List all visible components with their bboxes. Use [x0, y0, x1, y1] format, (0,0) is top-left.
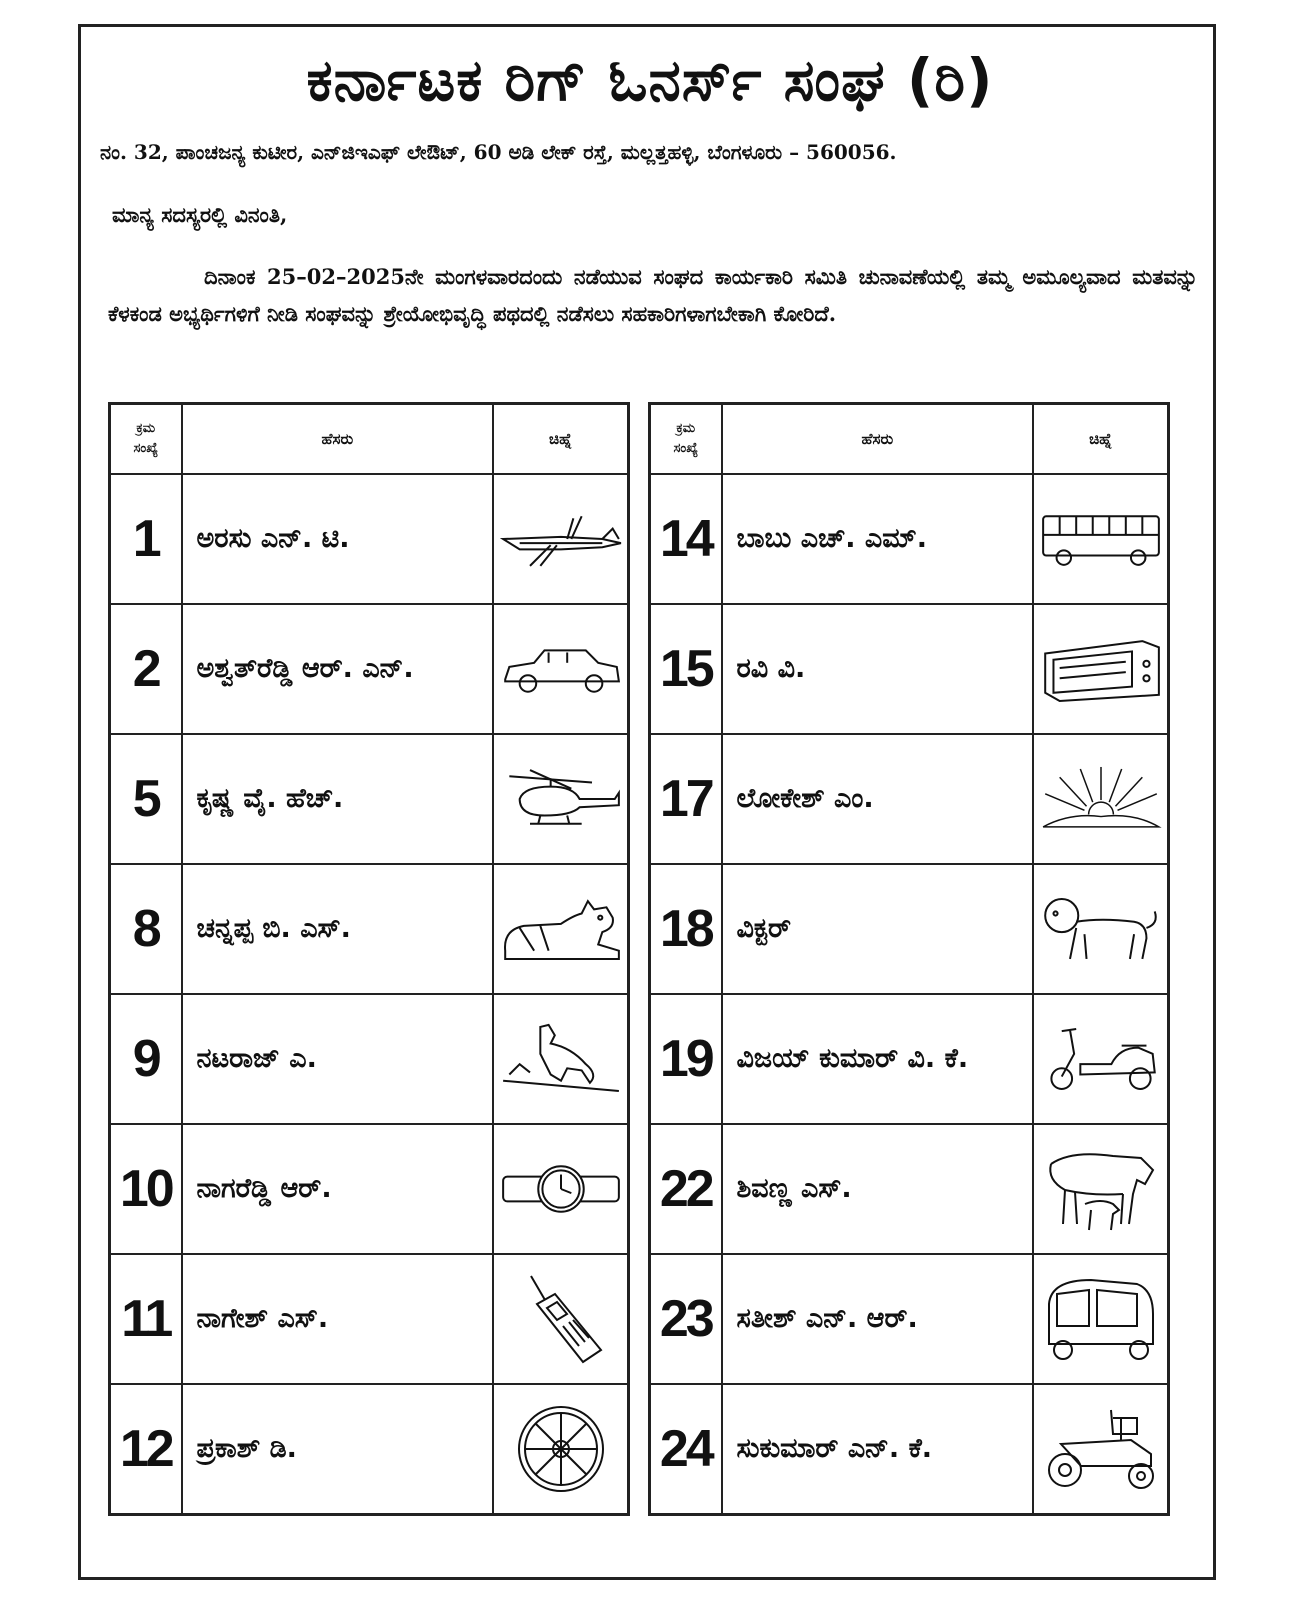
candidate-name: ಲೋಕೇಶ್ ಎಂ. — [722, 734, 1034, 864]
candidate-number: 15 — [650, 604, 722, 734]
candidate-name: ನಾಗೇಶ್ ಎಸ್. — [182, 1254, 494, 1384]
candidate-name: ಶಿವಣ್ಣ ಎಸ್. — [722, 1124, 1034, 1254]
candidate-name: ವಿಜಯ್ ಕುಮಾರ್ ವಿ. ಕೆ. — [722, 994, 1034, 1124]
serial-header-line1: ಕ್ರಮ — [676, 421, 696, 436]
candidate-number: 11 — [110, 1254, 182, 1384]
candidate-number: 2 — [110, 604, 182, 734]
table-row — [650, 474, 1169, 604]
candidate-number: 19 — [650, 994, 722, 1124]
candidate-number: 12 — [110, 1384, 182, 1515]
serial-header-line2: ಸಂಖ್ಯೆ — [133, 441, 158, 456]
candidate-number: 9 — [110, 994, 182, 1124]
table-row — [650, 1124, 1169, 1254]
candidate-name: ಬಾಬು ಎಚ್. ಎಮ್. — [722, 474, 1034, 604]
cow-and-calf-icon — [1039, 1144, 1163, 1234]
radio-icon — [1039, 624, 1163, 714]
candidate-number: 18 — [650, 864, 722, 994]
helicopter-icon — [499, 754, 623, 844]
candidate-name: ರವಿ ವಿ. — [722, 604, 1034, 734]
rising-sun-icon — [1039, 754, 1163, 844]
aeroplane-icon — [499, 494, 623, 584]
candidate-name: ಅಶ್ವತ್‌ರೆಡ್ಡಿ ಆರ್. ಎನ್. — [182, 604, 494, 734]
candidate-name: ಅರಸು ಎನ್. ಟಿ. — [182, 474, 494, 604]
candidate-name: ಕೃಷ್ಣ ವೈ. ಹೆಚ್. — [182, 734, 494, 864]
horse-icon — [499, 1014, 623, 1104]
tractor-icon — [1039, 1404, 1163, 1494]
scooter-icon — [1039, 1014, 1163, 1104]
serial-header — [650, 404, 722, 475]
auto-rickshaw-icon — [1039, 1274, 1163, 1364]
car-icon — [499, 624, 623, 714]
candidate-name: ವಿಕ್ಟರ್ — [722, 864, 1034, 994]
bull-icon — [499, 884, 623, 974]
candidate-number: 22 — [650, 1124, 722, 1254]
candidate-number: 1 — [110, 474, 182, 604]
candidate-number: 10 — [110, 1124, 182, 1254]
table-row — [110, 604, 629, 734]
serial-header-line1: ಕ್ರಮ — [136, 421, 156, 436]
candidate-name: ಚನ್ನಪ್ಪ ಬಿ. ಎಸ್. — [182, 864, 494, 994]
name-header: ಹೆಸರು — [722, 404, 1034, 475]
bus-icon — [1039, 494, 1163, 584]
symbol-header: ಚಿಹ್ನೆ — [493, 404, 628, 475]
letter-greeting: ಮಾನ್ಯ ಸದಸ್ಯರಲ್ಲಿ ವಿನಂತಿ, — [112, 202, 288, 227]
candidate-table-right — [648, 402, 1170, 1516]
lion-icon — [1039, 884, 1163, 974]
candidate-name: ಸತೀಶ್ ಎನ್. ಆರ್. — [722, 1254, 1034, 1384]
organization-title: ಕರ್ನಾಟಕ ರಿಗ್ ಓನರ್ಸ್ ಸಂಘ (ರಿ) — [306, 46, 994, 114]
wheel-icon — [499, 1404, 623, 1494]
table-row — [650, 604, 1169, 734]
serial-header — [110, 404, 182, 475]
mobile-phone-icon — [499, 1274, 623, 1364]
candidate-number: 5 — [110, 734, 182, 864]
table-row — [110, 994, 629, 1124]
organization-address: ನಂ. 32, ಪಾಂಚಜನ್ಯ ಕುಟೀರ, ಎನ್‌ಜಿಇಎಫ್ ಲೇಔಟ್, 60 ಅಡಿ ಲೇಕ್ ರಸ್ತೆ, ಮಲ್ಲತ್ತಹಳ್ಳಿ, ಬೆಂಗಳೂರು – 560056. — [100, 140, 897, 164]
candidate-table-left — [108, 402, 630, 1516]
table-row — [110, 1384, 629, 1515]
serial-header-line2: ಸಂಖ್ಯೆ — [673, 441, 698, 456]
name-header: ಹೆಸರು — [182, 404, 494, 475]
candidate-name: ಸುಕುಮಾರ್ ಎನ್. ಕೆ. — [722, 1384, 1034, 1515]
table-header-row — [110, 404, 629, 475]
table-row — [110, 1254, 629, 1384]
table-row — [110, 1124, 629, 1254]
wristwatch-icon — [499, 1144, 623, 1234]
candidate-number: 24 — [650, 1384, 722, 1515]
table-row — [650, 864, 1169, 994]
table-row — [650, 994, 1169, 1124]
candidate-number: 23 — [650, 1254, 722, 1384]
table-row — [110, 734, 629, 864]
candidate-name: ಪ್ರಕಾಶ್ ಡಿ. — [182, 1384, 494, 1515]
table-header-row — [650, 404, 1169, 475]
table-row — [110, 474, 629, 604]
candidate-number: 17 — [650, 734, 722, 864]
candidate-number: 14 — [650, 474, 722, 604]
table-row — [650, 1384, 1169, 1515]
candidate-name: ನಾಗರೆಡ್ಡಿ ಆರ್. — [182, 1124, 494, 1254]
candidate-name: ನಟರಾಜ್ ಎ. — [182, 994, 494, 1124]
table-row — [650, 1254, 1169, 1384]
table-row — [650, 734, 1169, 864]
letter-body: ದಿನಾಂಕ 25–02–2025ನೇ ಮಂಗಳವಾರದಂದು ನಡೆಯುವ ಸಂಘದ ಕಾರ್ಯಕಾರಿ ಸಮಿತಿ ಚುನಾವಣೆಯಲ್ಲಿ ತಮ್ಮ ಅಮೂಲ್ಯವಾದ ಮತವನ್ನು ಕೆಳಕಂಡ ಅಭ್ಯರ್ಥಿಗಳಿಗೆ ನೀಡಿ ಸಂಘವನ್ನು ಶ್ರೇಯೋಭಿವೃದ್ಧಿ ಪಥದಲ್ಲಿ ನಡೆಸಲು ಸಹಕಾರಿಗಳಾಗಬೇಕಾಗಿ ಕೋರಿದೆ. — [108, 264, 1198, 326]
symbol-header: ಚಿಹ್ನೆ — [1033, 404, 1168, 475]
candidate-number: 8 — [110, 864, 182, 994]
table-row — [110, 864, 629, 994]
